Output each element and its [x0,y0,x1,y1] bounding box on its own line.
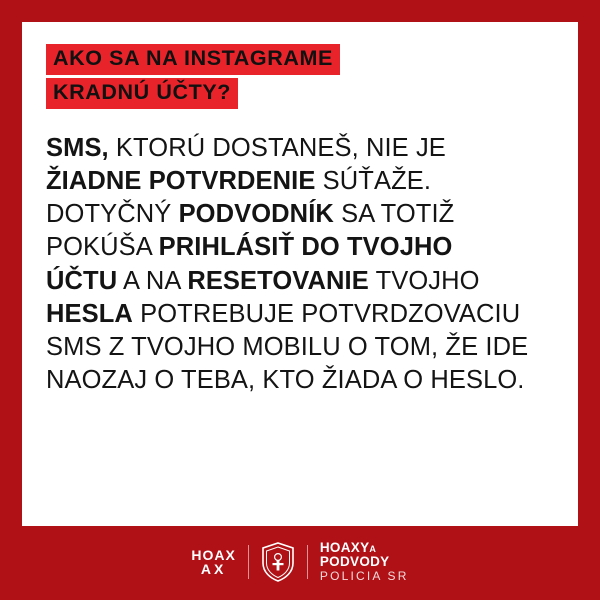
hoax-wordmark-line2: AX [200,561,227,577]
body-line [46,331,558,364]
body-span: POKÚŠA [46,233,159,262]
body-span: POTREBUJE POTVRDZOVACIU [132,299,521,328]
body-span: ŽIADNE POTVRDENIE [46,167,316,196]
headline-line-2: KRADNÚ ÚČTY? [46,78,238,109]
body-text [46,132,558,397]
body-span: PRIHLÁSIŤ DO TVOJHO [158,233,453,262]
brand-line-1-suffix: A [369,543,377,554]
body-span: SMS, [46,134,109,162]
body-span: A NA [117,266,188,295]
body-span: ÚČTU [46,266,118,295]
body-span: DOTYČNÝ [46,200,179,229]
body-span: RESETOVANIE [187,266,369,295]
brand-line-1 [320,541,409,556]
body-span: HESLA [46,299,133,328]
divider [248,545,249,579]
police-crest-icon [261,542,295,582]
brand-line-1-main: HOAXY [319,539,370,555]
body-line [46,165,558,198]
body-span: PODVODNÍK [178,200,334,229]
headline [46,44,546,112]
body-span: KTORÚ DOSTANEŠ, NIE JE [108,134,446,162]
footer-logo-bar [0,532,600,592]
body-line [46,198,558,231]
brand-line-3: POLICIA SR [319,568,409,583]
body-line [46,298,558,331]
brand-wordmark [308,541,409,584]
body-span: SÚŤAŽE. [315,167,432,196]
body-line [46,265,558,298]
body-line [46,364,558,397]
body-span: NAOZAJ O TEBA, KTO ŽIADA O HESLO. [46,365,525,394]
hoax-wordmark [191,548,247,577]
headline-line-1: AKO SA NA INSTAGRAME [46,44,340,75]
brand-line-2: PODVODY [319,554,390,570]
body-line [46,132,558,165]
body-line [46,231,558,264]
body-span: SA TOTIŽ [333,200,455,229]
body-span: SMS Z TVOJHO MOBILU O TOM, ŽE IDE [46,332,529,361]
hoax-wordmark-line1: HOAX [191,546,236,563]
content-card [22,22,578,526]
body-span: TVOJHO [368,266,480,295]
